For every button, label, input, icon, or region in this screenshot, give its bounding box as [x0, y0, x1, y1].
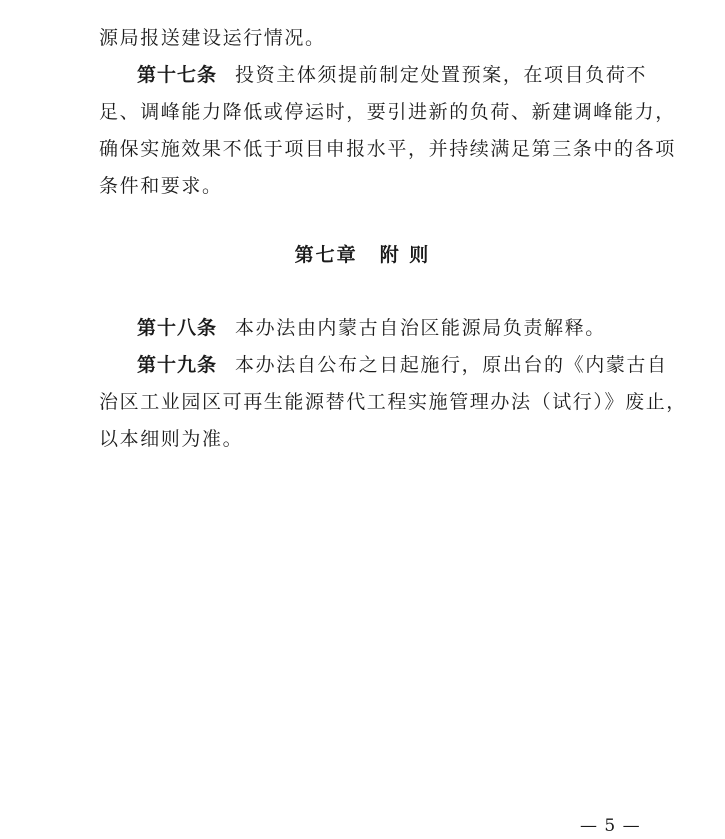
- paragraph-line: [99, 26, 326, 50]
- text-line: 以本细则为准。: [99, 428, 244, 450]
- page-number: — 5 —: [580, 816, 641, 836]
- text-line: 源局报送建设运行情况。: [99, 27, 326, 49]
- paragraph-line: [99, 100, 676, 124]
- article-label: 第十八条: [137, 317, 218, 339]
- text-line: 本办法自公布之日起施行，原出台的《内蒙古自: [235, 354, 668, 376]
- text-line: 条件和要求。: [99, 175, 223, 197]
- paragraph-line: [99, 427, 243, 451]
- chapter-title: 附 则: [379, 244, 431, 266]
- text-line: 确保实施效果不低于项目申报水平，并持续满足第三条中的各项: [99, 138, 676, 160]
- text-line: 治区工业园区可再生能源替代工程实施管理办法（试行）》废止，: [99, 391, 687, 413]
- text-line: 足、调峰能力降低或停运时，要引进新的负荷、新建调峰能力，: [99, 101, 676, 123]
- article-label: 第十九条: [137, 354, 218, 376]
- article-17: [137, 63, 647, 87]
- chapter-heading: [0, 243, 725, 267]
- paragraph-line: [99, 174, 223, 198]
- article-label: 第十七条: [137, 64, 218, 86]
- article-19: [137, 353, 668, 377]
- paragraph-line: [99, 390, 687, 414]
- paragraph-line: [99, 137, 676, 161]
- text-line: 投资主体须提前制定处置预案，在项目负荷不: [235, 64, 648, 86]
- article-18: [137, 316, 606, 340]
- chapter-number: 第七章: [294, 244, 358, 266]
- text-line: 本办法由内蒙古自治区能源局负责解释。: [235, 317, 606, 339]
